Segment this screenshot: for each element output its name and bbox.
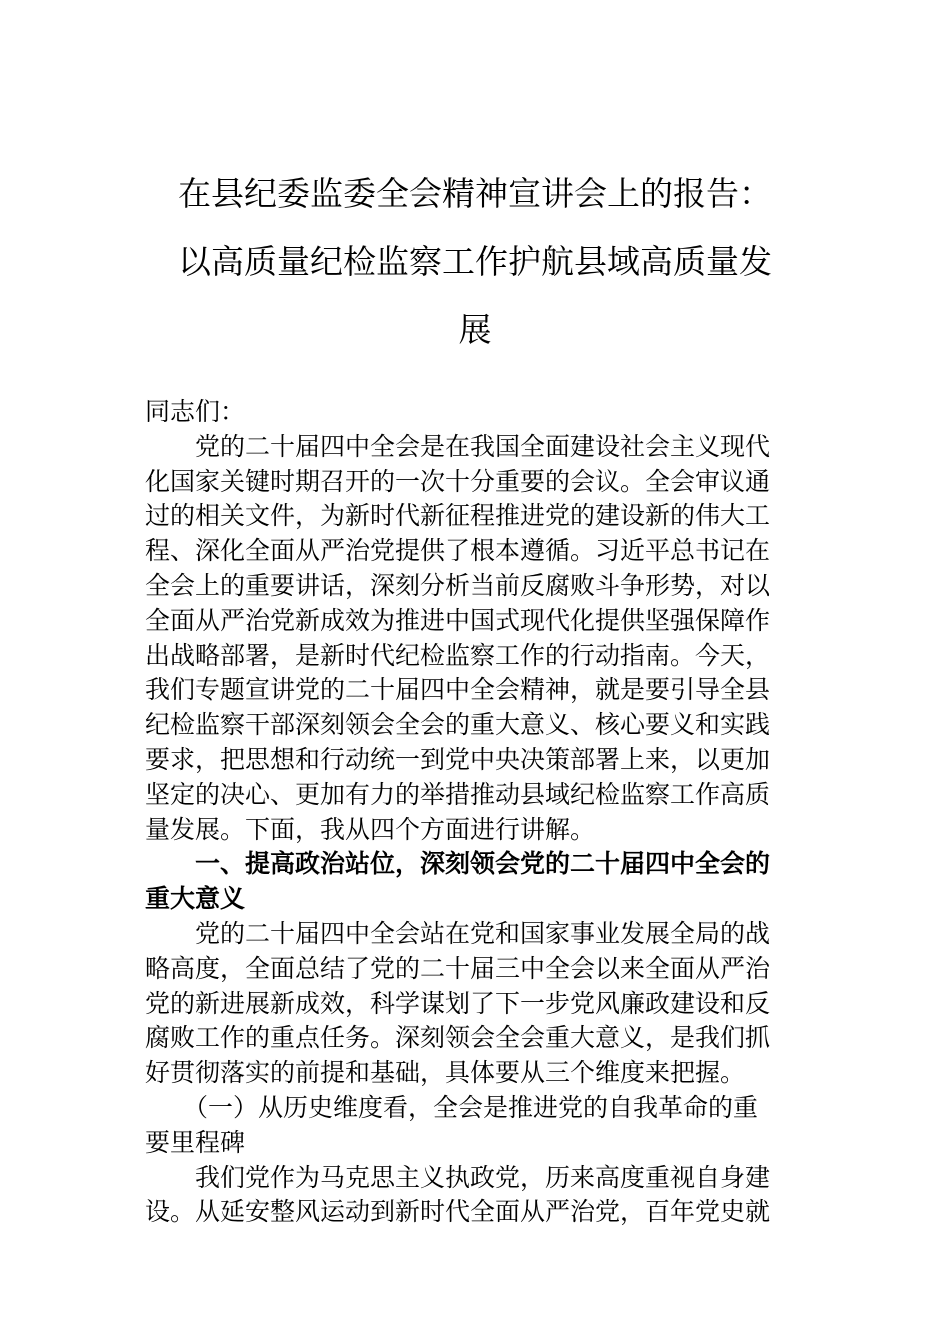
text-line: 重大意义 [145, 884, 246, 914]
text-line: 全会上的重要讲话，深刻分析当前反腐败斗争形势，对以 [145, 570, 771, 600]
text-line: 纪检监察干部深刻领会全会的重大意义、核心要义和实践 [145, 710, 771, 740]
text-line: 我们党作为马克思主义执政党，历来高度重视自身建 [195, 1162, 771, 1192]
paragraphs [145, 430, 810, 1230]
paragraph [145, 1161, 810, 1231]
title-line: 以高质量纪检监察工作护航县域高质量发 [178, 242, 772, 281]
text-line: 要求，把思想和行动统一到党中央决策部署上来，以更加 [145, 744, 771, 774]
text-line: 程、深化全面从严治党提供了根本遵循。习近平总书记在 [145, 536, 771, 566]
text-line: 过的相关文件，为新时代新征程推进党的建设新的伟大工 [145, 501, 771, 531]
text-line: 党的二十届四中全会站在党和国家事业发展全局的战 [195, 918, 771, 948]
text-line: 略高度，全面总结了党的二十届三中全会以来全面从严治 [145, 953, 771, 983]
text-line: 坚定的决心、更加有力的举措推动县域纪检监察工作高质 [145, 779, 771, 809]
heading [145, 847, 810, 917]
text-line: 党的新进展新成效，科学谋划了下一步党风廉政建设和反 [145, 988, 771, 1018]
text-line: （一）从历史维度看，全会是推进党的自我革命的重 [183, 1092, 759, 1122]
title-line: 展 [458, 310, 492, 349]
text-line: 好贯彻落实的前提和基础，具体要从三个维度来把握。 [145, 1058, 746, 1088]
text-line: 我们专题宣讲党的二十届四中全会精神，就是要引导全县 [145, 675, 771, 705]
title-line: 在县纪委监委全会精神宣讲会上的报告： [178, 174, 772, 213]
text-line: 全面从严治党新成效为推进中国式现代化提供坚强保障作 [145, 605, 771, 635]
greeting: 同志们： [145, 397, 246, 426]
text-line: 设。从延安整风运动到新时代全面从严治党，百年党史就 [145, 1197, 771, 1227]
document-body [145, 395, 810, 1230]
paragraph [145, 430, 810, 848]
text-line: 要里程碑 [145, 1127, 246, 1157]
paragraph [145, 917, 810, 1091]
subheading [145, 1091, 810, 1161]
document-title [0, 160, 950, 364]
text-line: 出战略部署，是新时代纪检监察工作的行动指南。今天， [145, 640, 771, 670]
text-line: 化国家关键时期召开的一次十分重要的会议。全会审议通 [145, 466, 771, 496]
text-line: 一、提高政治站位，深刻领会党的二十届四中全会的 [195, 849, 771, 879]
text-line: 党的二十届四中全会是在我国全面建设社会主义现代 [195, 431, 771, 461]
text-line: 量发展。下面，我从四个方面进行讲解。 [145, 814, 596, 844]
text-line: 腐败工作的重点任务。深刻领会全会重大意义，是我们抓 [145, 1023, 771, 1053]
